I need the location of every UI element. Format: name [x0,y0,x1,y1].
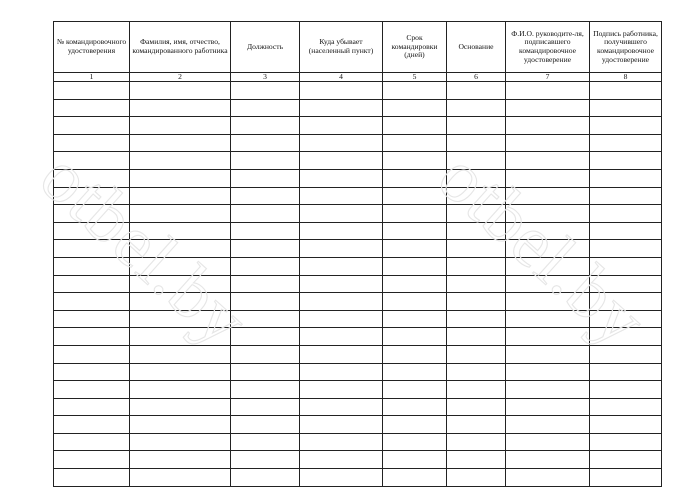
table-cell [590,117,662,135]
table-cell [590,469,662,487]
table-row [54,82,662,100]
table-cell [300,169,383,187]
table-cell [130,240,231,258]
table-cell [447,152,506,170]
table-cell [506,328,590,346]
table-cell [54,398,130,416]
table-cell [383,169,447,187]
table-cell [54,187,130,205]
table-cell [590,363,662,381]
table-cell [447,240,506,258]
column-number: 6 [447,73,506,82]
table-cell [130,222,231,240]
column-number: 4 [300,73,383,82]
table-cell [231,469,300,487]
column-number: 1 [54,73,130,82]
table-row [54,169,662,187]
table-cell [590,293,662,311]
table-cell [506,363,590,381]
table-cell [300,328,383,346]
table-cell [231,152,300,170]
table-cell [300,363,383,381]
table-cell [506,416,590,434]
business-trip-register-table [53,21,662,487]
table-cell [506,398,590,416]
table-cell [383,222,447,240]
table-cell [231,381,300,399]
header-cell-basis: Основание [447,22,506,73]
table-cell [383,451,447,469]
table-cell [506,152,590,170]
table-cell [54,99,130,117]
table-cell [383,363,447,381]
table-cell [54,152,130,170]
table-cell [383,328,447,346]
table-cell [130,275,231,293]
table-cell [506,293,590,311]
table-cell [506,310,590,328]
table-cell [300,240,383,258]
table-cell [54,416,130,434]
table-cell [54,222,130,240]
table-cell [130,293,231,311]
table-cell [506,345,590,363]
header-row [54,22,662,73]
table-cell [231,398,300,416]
table-cell [506,99,590,117]
table-row [54,152,662,170]
table-cell [54,451,130,469]
table-cell [231,169,300,187]
table-cell [130,187,231,205]
table-cell [231,240,300,258]
watermark-right: otbel.by [422,135,662,363]
table-cell [54,257,130,275]
column-number: 8 [590,73,662,82]
table-cell [447,275,506,293]
table-cell [300,187,383,205]
column-number-row [54,73,662,82]
table-cell [130,433,231,451]
table-cell [506,222,590,240]
table-cell [300,398,383,416]
table-row [54,469,662,487]
table-cell [231,187,300,205]
table-cell [130,152,231,170]
table-cell [231,416,300,434]
table-cell [130,82,231,100]
table-cell [447,99,506,117]
table-cell [447,398,506,416]
table-cell [130,134,231,152]
table-cell [447,257,506,275]
table-cell [590,398,662,416]
table-cell [54,381,130,399]
table-cell [300,257,383,275]
table-cell [447,187,506,205]
column-number: 3 [231,73,300,82]
table-row [54,240,662,258]
table-cell [383,257,447,275]
table-row [54,310,662,328]
table-cell [231,205,300,223]
table-cell [447,363,506,381]
table-cell [447,169,506,187]
table-cell [130,363,231,381]
table-cell [130,398,231,416]
table-cell [447,293,506,311]
table-row [54,451,662,469]
table-cell [506,451,590,469]
table-cell [130,345,231,363]
table-cell [300,469,383,487]
table-row [54,99,662,117]
table-cell [54,469,130,487]
table-cell [383,433,447,451]
table-cell [447,134,506,152]
table-cell [383,134,447,152]
table-cell [54,117,130,135]
table-cell [300,99,383,117]
table-cell [54,310,130,328]
header-cell-destination: Куда убывает (населенный пункт) [300,22,383,73]
table-row [54,117,662,135]
table-cell [447,433,506,451]
table-cell [130,205,231,223]
table-cell [300,152,383,170]
table-cell [300,222,383,240]
table-row [54,275,662,293]
table-cell [506,187,590,205]
table-row [54,257,662,275]
column-number: 2 [130,73,231,82]
table-cell [447,82,506,100]
table-cell [447,451,506,469]
table-row [54,345,662,363]
table-cell [383,416,447,434]
table-cell [506,240,590,258]
table-cell [447,469,506,487]
table-cell [300,433,383,451]
table-cell [590,222,662,240]
table-cell [383,293,447,311]
table-cell [383,398,447,416]
table-cell [231,275,300,293]
table-cell [383,187,447,205]
table-row [54,187,662,205]
table-cell [300,416,383,434]
table-cell [590,381,662,399]
table-cell [383,345,447,363]
table-cell [54,293,130,311]
table-cell [447,345,506,363]
table-cell [130,99,231,117]
table-cell [590,205,662,223]
table-cell [54,169,130,187]
table-row [54,416,662,434]
table-cell [447,117,506,135]
table-cell [54,345,130,363]
table-cell [383,275,447,293]
table-cell [506,169,590,187]
header-cell-employee-signature: Подпись работника, получившего командировочное удостоверение [590,22,662,73]
table-cell [54,275,130,293]
table-cell [590,310,662,328]
table-cell [231,134,300,152]
table-cell [383,82,447,100]
table-row [54,381,662,399]
table-cell [300,82,383,100]
column-number: 7 [506,73,590,82]
table-cell [54,363,130,381]
table-cell [590,169,662,187]
table-cell [54,205,130,223]
table-cell [590,416,662,434]
table-cell [231,82,300,100]
table-cell [590,328,662,346]
table-cell [590,345,662,363]
table-cell [300,451,383,469]
header-cell-manager-name: Ф.И.О. руководите-ля, подписавшего командировочное удостоверение [506,22,590,73]
table-cell [447,328,506,346]
header-cell-employee-name: Фамилия, имя, отчество, командированного работника [130,22,231,73]
table-cell [447,381,506,399]
table-cell [130,381,231,399]
table-cell [130,117,231,135]
table-cell [590,99,662,117]
table-row [54,205,662,223]
table-cell [506,205,590,223]
table-cell [506,381,590,399]
table-cell [447,222,506,240]
table-cell [506,82,590,100]
table-cell [54,328,130,346]
table-cell [300,134,383,152]
table-row [54,328,662,346]
table-cell [300,381,383,399]
table-cell [54,134,130,152]
table-cell [300,205,383,223]
table-cell [590,451,662,469]
table-cell [383,310,447,328]
table-cell [590,134,662,152]
table-cell [231,293,300,311]
table-cell [383,381,447,399]
watermark-left: otbel.by [24,135,264,363]
table-cell [590,240,662,258]
table-cell [54,82,130,100]
table-cell [447,310,506,328]
table-cell [300,275,383,293]
table-cell [231,451,300,469]
table-cell [383,469,447,487]
table-cell [130,416,231,434]
column-number: 5 [383,73,447,82]
table-cell [506,469,590,487]
table-cell [231,363,300,381]
table-cell [231,99,300,117]
table-row [54,293,662,311]
table-cell [300,345,383,363]
table-cell [300,310,383,328]
table-cell [130,169,231,187]
table-cell [231,117,300,135]
table-cell [590,275,662,293]
table-cell [231,310,300,328]
table-cell [231,345,300,363]
table-cell [130,469,231,487]
table-cell [383,117,447,135]
table-cell [590,152,662,170]
table-cell [506,275,590,293]
table-cell [300,117,383,135]
table-cell [231,328,300,346]
table-cell [506,433,590,451]
table-cell [590,187,662,205]
table-cell [383,240,447,258]
header-cell-trip-duration: Срок командировки (дней) [383,22,447,73]
table-cell [506,134,590,152]
table-cell [506,117,590,135]
table-cell [300,293,383,311]
table-row [54,433,662,451]
header-cell-position: Должность [231,22,300,73]
table-row [54,363,662,381]
table-cell [54,433,130,451]
table-row [54,134,662,152]
table-cell [231,222,300,240]
table-cell [383,205,447,223]
table-cell [590,433,662,451]
table-row [54,222,662,240]
table-cell [590,257,662,275]
table-cell [383,99,447,117]
table-cell [54,240,130,258]
table-cell [383,152,447,170]
table-cell [231,257,300,275]
table-cell [130,310,231,328]
table-cell [130,257,231,275]
table-row [54,398,662,416]
table-cell [506,257,590,275]
table-cell [590,82,662,100]
table-cell [130,451,231,469]
header-cell-trip-certificate-number: № командировочного удостоверения [54,22,130,73]
table-cell [447,205,506,223]
table-cell [231,433,300,451]
table-cell [130,328,231,346]
table-cell [447,416,506,434]
